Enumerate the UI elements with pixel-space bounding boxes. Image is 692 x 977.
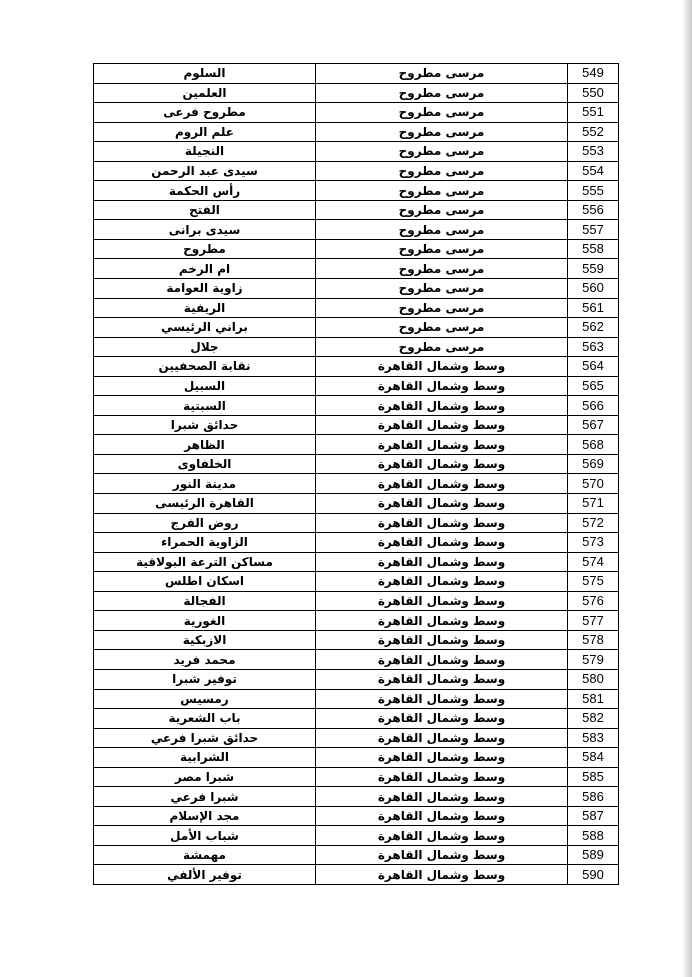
table-row — [94, 298, 619, 318]
region-cell: وسط وشمال القاهرة — [316, 826, 568, 846]
table-row — [94, 552, 619, 572]
region-cell: وسط وشمال القاهرة — [316, 845, 568, 865]
branch-cell: الغورية — [94, 611, 316, 631]
row-number: 570 — [568, 474, 619, 494]
row-number: 584 — [568, 748, 619, 768]
branch-cell: العلمين — [94, 83, 316, 103]
row-number: 549 — [568, 64, 619, 84]
table-row — [94, 337, 619, 357]
branch-cell: رمسيس — [94, 689, 316, 709]
row-number: 580 — [568, 669, 619, 689]
branch-cell: الريفية — [94, 298, 316, 318]
row-number: 563 — [568, 337, 619, 357]
table-row — [94, 709, 619, 729]
region-cell: مرسى مطروح — [316, 239, 568, 259]
region-cell: وسط وشمال القاهرة — [316, 669, 568, 689]
region-cell: وسط وشمال القاهرة — [316, 591, 568, 611]
table-row — [94, 376, 619, 396]
branch-cell: اسكان اطلس — [94, 572, 316, 592]
page-edge-shadow — [682, 0, 692, 977]
region-cell: مرسى مطروح — [316, 181, 568, 201]
region-cell: وسط وشمال القاهرة — [316, 689, 568, 709]
row-number: 564 — [568, 357, 619, 377]
table-row — [94, 650, 619, 670]
branch-cell: الخلفاوى — [94, 454, 316, 474]
table-row — [94, 474, 619, 494]
row-number: 551 — [568, 103, 619, 123]
branch-cell: الزاوية الحمراء — [94, 533, 316, 553]
region-cell: وسط وشمال القاهرة — [316, 865, 568, 885]
branch-cell: مجد الإسلام — [94, 806, 316, 826]
region-cell: وسط وشمال القاهرة — [316, 728, 568, 748]
row-number: 560 — [568, 279, 619, 299]
branch-cell: علم الروم — [94, 122, 316, 142]
table-row — [94, 83, 619, 103]
row-number: 557 — [568, 220, 619, 240]
table-row — [94, 161, 619, 181]
row-number: 582 — [568, 709, 619, 729]
branch-cell: الفجالة — [94, 591, 316, 611]
row-number: 555 — [568, 181, 619, 201]
row-number: 589 — [568, 845, 619, 865]
table-row — [94, 494, 619, 514]
table-row — [94, 357, 619, 377]
region-cell: مرسى مطروح — [316, 298, 568, 318]
region-cell: وسط وشمال القاهرة — [316, 357, 568, 377]
table-row — [94, 591, 619, 611]
table-row — [94, 572, 619, 592]
region-cell: مرسى مطروح — [316, 318, 568, 338]
row-number: 567 — [568, 415, 619, 435]
branch-cell: نقابة الصحفيين — [94, 357, 316, 377]
table-row — [94, 200, 619, 220]
region-cell: وسط وشمال القاهرة — [316, 611, 568, 631]
branch-cell: مساكن الترعة البولاقية — [94, 552, 316, 572]
region-cell: وسط وشمال القاهرة — [316, 533, 568, 553]
region-cell: وسط وشمال القاهرة — [316, 748, 568, 768]
branch-cell: الشرابية — [94, 748, 316, 768]
row-number: 558 — [568, 239, 619, 259]
row-number: 550 — [568, 83, 619, 103]
branch-cell: مطروح فرعى — [94, 103, 316, 123]
row-number: 579 — [568, 650, 619, 670]
branch-cell: براني الرئيسي — [94, 318, 316, 338]
table-row — [94, 435, 619, 455]
table-row — [94, 122, 619, 142]
region-cell: وسط وشمال القاهرة — [316, 474, 568, 494]
branch-cell: سيدى عبد الرحمن — [94, 161, 316, 181]
region-cell: وسط وشمال القاهرة — [316, 454, 568, 474]
branch-cell: رأس الحكمة — [94, 181, 316, 201]
region-cell: وسط وشمال القاهرة — [316, 552, 568, 572]
row-number: 559 — [568, 259, 619, 279]
branch-cell: روض الفرج — [94, 513, 316, 533]
table-row — [94, 669, 619, 689]
table-row — [94, 826, 619, 846]
branch-cell: السبيل — [94, 376, 316, 396]
region-cell: مرسى مطروح — [316, 200, 568, 220]
region-cell: مرسى مطروح — [316, 103, 568, 123]
row-number: 561 — [568, 298, 619, 318]
branch-cell: شبرا مصر — [94, 767, 316, 787]
branch-cell: السبتية — [94, 396, 316, 416]
branch-cell: الفتح — [94, 200, 316, 220]
table-row — [94, 239, 619, 259]
branch-cell: النجيلة — [94, 142, 316, 162]
row-number: 577 — [568, 611, 619, 631]
row-number: 565 — [568, 376, 619, 396]
region-cell: مرسى مطروح — [316, 142, 568, 162]
table-row — [94, 845, 619, 865]
region-cell: مرسى مطروح — [316, 220, 568, 240]
row-number: 587 — [568, 806, 619, 826]
table-row — [94, 454, 619, 474]
row-number: 576 — [568, 591, 619, 611]
row-number: 583 — [568, 728, 619, 748]
branch-cell: ام الرخم — [94, 259, 316, 279]
table-row — [94, 103, 619, 123]
branch-cell: باب الشعرية — [94, 709, 316, 729]
row-number: 566 — [568, 396, 619, 416]
row-number: 588 — [568, 826, 619, 846]
table-row — [94, 513, 619, 533]
branch-cell: الازبكية — [94, 630, 316, 650]
branch-cell: زاوية العوامة — [94, 279, 316, 299]
table-row — [94, 220, 619, 240]
branch-cell: مدينة النور — [94, 474, 316, 494]
table-row — [94, 142, 619, 162]
row-number: 581 — [568, 689, 619, 709]
region-cell: وسط وشمال القاهرة — [316, 572, 568, 592]
region-cell: وسط وشمال القاهرة — [316, 376, 568, 396]
region-cell: مرسى مطروح — [316, 279, 568, 299]
branch-cell: توفير شبرا — [94, 669, 316, 689]
table-row — [94, 396, 619, 416]
row-number: 562 — [568, 318, 619, 338]
table-row — [94, 181, 619, 201]
region-cell: وسط وشمال القاهرة — [316, 787, 568, 807]
table-row — [94, 611, 619, 631]
row-number: 574 — [568, 552, 619, 572]
branch-cell: السلوم — [94, 64, 316, 84]
region-cell: وسط وشمال القاهرة — [316, 767, 568, 787]
row-number: 571 — [568, 494, 619, 514]
region-cell: وسط وشمال القاهرة — [316, 435, 568, 455]
branches-table — [93, 63, 619, 885]
table-row — [94, 64, 619, 84]
table-row — [94, 689, 619, 709]
row-number: 569 — [568, 454, 619, 474]
branch-cell: القاهرة الرئيسى — [94, 494, 316, 514]
branch-cell: حدائق شبرا — [94, 415, 316, 435]
region-cell: مرسى مطروح — [316, 259, 568, 279]
table-row — [94, 787, 619, 807]
table-row — [94, 767, 619, 787]
region-cell: مرسى مطروح — [316, 161, 568, 181]
row-number: 585 — [568, 767, 619, 787]
table-row — [94, 806, 619, 826]
region-cell: مرسى مطروح — [316, 64, 568, 84]
region-cell: وسط وشمال القاهرة — [316, 494, 568, 514]
row-number: 552 — [568, 122, 619, 142]
table-row — [94, 279, 619, 299]
branch-cell: مهمشة — [94, 845, 316, 865]
region-cell: وسط وشمال القاهرة — [316, 396, 568, 416]
table-row — [94, 865, 619, 885]
row-number: 575 — [568, 572, 619, 592]
row-number: 553 — [568, 142, 619, 162]
row-number: 590 — [568, 865, 619, 885]
table-row — [94, 630, 619, 650]
branch-cell: محمد فريد — [94, 650, 316, 670]
table-row — [94, 748, 619, 768]
row-number: 556 — [568, 200, 619, 220]
branch-cell: شباب الأمل — [94, 826, 316, 846]
region-cell: وسط وشمال القاهرة — [316, 513, 568, 533]
row-number: 578 — [568, 630, 619, 650]
row-number: 573 — [568, 533, 619, 553]
region-cell: وسط وشمال القاهرة — [316, 650, 568, 670]
branch-cell: حدائق شبرا فرعي — [94, 728, 316, 748]
region-cell: وسط وشمال القاهرة — [316, 415, 568, 435]
region-cell: وسط وشمال القاهرة — [316, 630, 568, 650]
table-row — [94, 728, 619, 748]
table-row — [94, 415, 619, 435]
branches-table-body — [94, 64, 619, 885]
region-cell: وسط وشمال القاهرة — [316, 806, 568, 826]
row-number: 586 — [568, 787, 619, 807]
branch-cell: توفير الألفي — [94, 865, 316, 885]
row-number: 554 — [568, 161, 619, 181]
branch-cell: مطروح — [94, 239, 316, 259]
region-cell: مرسى مطروح — [316, 122, 568, 142]
table-row — [94, 318, 619, 338]
row-number: 568 — [568, 435, 619, 455]
branch-cell: الظاهر — [94, 435, 316, 455]
branch-cell: جلال — [94, 337, 316, 357]
table-row — [94, 533, 619, 553]
branch-cell: شبرا فرعي — [94, 787, 316, 807]
branch-cell: سيدى برانى — [94, 220, 316, 240]
table-row — [94, 259, 619, 279]
region-cell: مرسى مطروح — [316, 337, 568, 357]
region-cell: وسط وشمال القاهرة — [316, 709, 568, 729]
row-number: 572 — [568, 513, 619, 533]
region-cell: مرسى مطروح — [316, 83, 568, 103]
